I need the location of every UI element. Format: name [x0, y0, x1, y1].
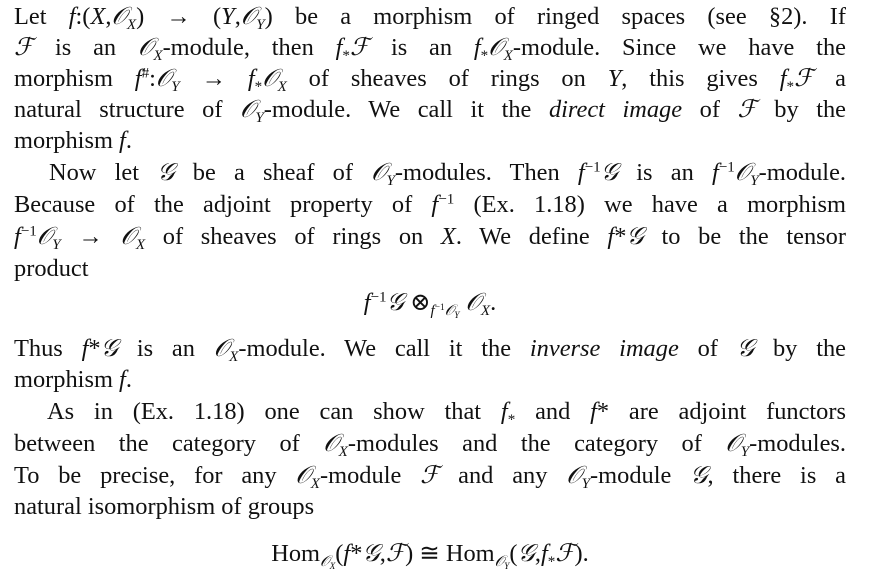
paragraph-line-2: ℱ is an 𝒪$_X$-module, then $f_*ℱ$ is an $f_*𝒪_X$-module. Since we have the: [14, 34, 846, 64]
paragraph-line-6: Now let 𝒢 be a sheaf of 𝒪$_Y$-modules. Then $f^{-1}𝒢$ is an $f^{-1}𝒪_Y$-module.: [49, 159, 846, 189]
paragraph-line-8: $f^{-1}𝒪_Y$ → 𝒪$_X$ of sheaves of rings on X. We define f*𝒢 to be the tensor: [14, 223, 846, 253]
paragraph-line-14: between the category of 𝒪$_X$-modules and the category of 𝒪$_Y$-modules.: [14, 430, 846, 460]
paragraph-line-3: morphism f#:𝒪$_Y$ → $f_*𝒪_X$ of sheaves of rings on Y, this gives $f_*ℱ$ a: [14, 65, 846, 95]
paragraph-line-16: natural isomorphism of groups: [14, 493, 315, 520]
paragraph-line-1: Let f:(X,𝒪$_X$) → (Y,𝒪$_Y$) be a morphism of ringed spaces (see §2). If: [14, 3, 846, 33]
paragraph-line-5: morphism f.: [14, 127, 132, 154]
paragraph-line-7: Because of the adjoint property of $f^{-1}$ (Ex. 1.18) we have a morphism: [14, 191, 846, 218]
paragraph-line-4: natural structure of 𝒪$_Y$-module. We call it the direct image of ℱ by the: [14, 96, 846, 126]
paragraph-line-11: Thus f*𝒢 is an 𝒪$_X$-module. We call it the inverse image of 𝒢 by the: [14, 335, 846, 365]
paragraph-line-13: As in (Ex. 1.18) one can show that $f_*$ and f* are adjoint functors: [47, 398, 846, 428]
paragraph-line-12: morphism f.: [14, 366, 132, 393]
display-formula-hom-iso: Hom$_{𝒪_X}$(f*𝒢,ℱ) ≅ $Hom_{𝒪_Y}(𝒢,f_*ℱ)$.: [271, 540, 589, 572]
paragraph-line-15: To be precise, for any 𝒪$_X$-module ℱ and any 𝒪$_Y$-module 𝒢, there is a: [14, 462, 846, 492]
display-formula-tensor: $f^{-1}𝒢$ $\otimes_{f^{-1}𝒪_Y}$ 𝒪$_X$.: [363, 289, 497, 321]
paragraph-line-9: product: [14, 255, 89, 282]
